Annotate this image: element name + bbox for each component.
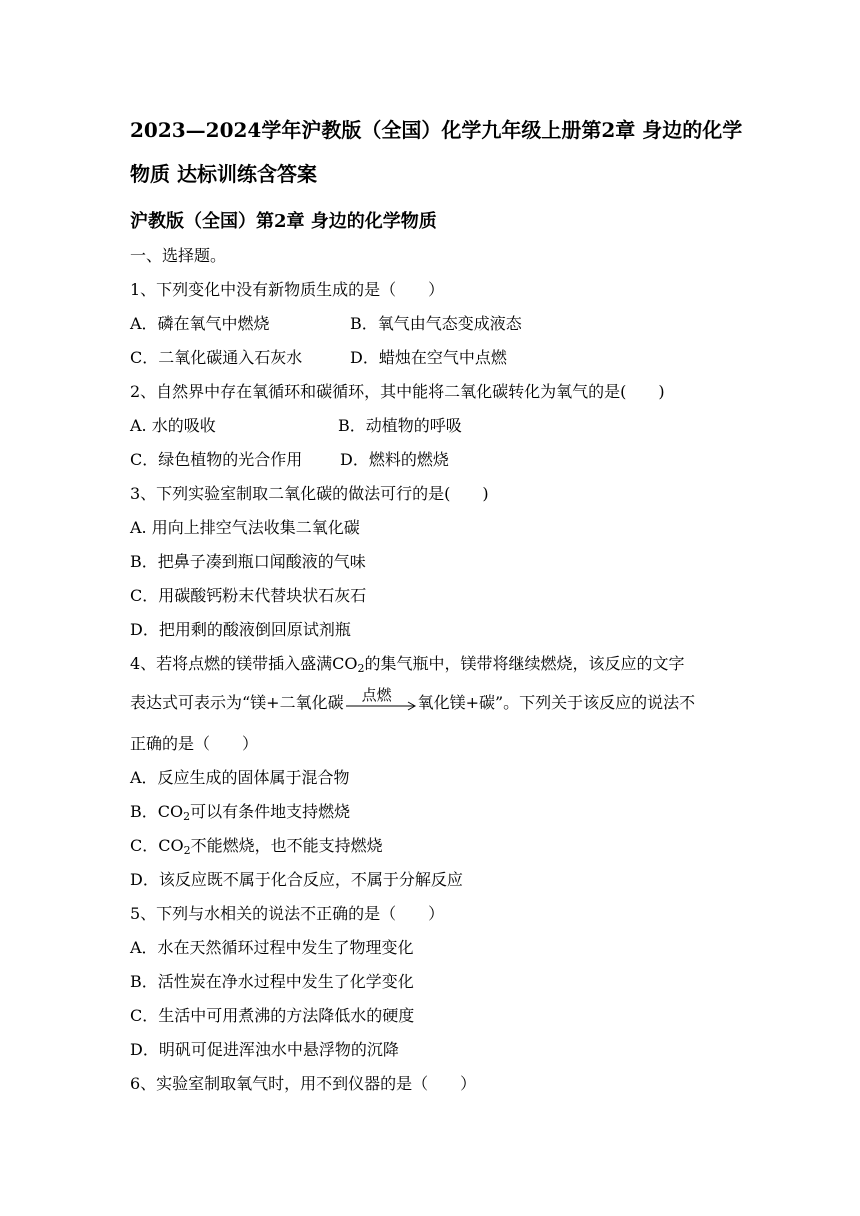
question-4-stem-line-1 bbox=[130, 654, 685, 675]
question-4-stem-text-b: 的集气瓶中，镁带将继续燃烧，该反应的文字 bbox=[364, 654, 685, 673]
question-3-option-b: B．把鼻子凑到瓶口闻酸液的气味 bbox=[130, 552, 366, 571]
reaction-condition: 点燃 bbox=[361, 686, 392, 704]
question-1-option-a: A．磷在氧气中燃烧 bbox=[130, 314, 270, 333]
question-4-option-b-text-a: B．CO bbox=[130, 802, 184, 821]
question-2-option-c: C．绿色植物的光合作用 bbox=[130, 450, 303, 469]
question-2-option-b: B．动植物的呼吸 bbox=[338, 416, 462, 435]
question-1-option-c: C．二氧化碳通入石灰水 bbox=[130, 348, 303, 367]
question-1-option-b: B．氧气由气态变成液态 bbox=[350, 314, 522, 333]
question-4-option-b-subscript: 2 bbox=[183, 810, 191, 823]
document-title-line-2: 物质 达标训练含答案 bbox=[130, 162, 317, 186]
question-4-option-d: D．该反应既不属于化合反应，不属于分解反应 bbox=[130, 870, 463, 889]
question-4-option-b bbox=[130, 802, 350, 823]
question-5-option-a: A．水在天然循环过程中发生了物理变化 bbox=[130, 938, 414, 957]
question-1-stem: 1、下列变化中没有新物质生成的是（ ） bbox=[130, 280, 445, 299]
question-2-stem: 2、自然界中存在氧循环和碳循环，其中能将二氧化碳转化为氧气的是( ) bbox=[130, 382, 665, 401]
question-2-option-d: D．燃料的燃烧 bbox=[340, 450, 449, 469]
question-5-option-c: C．生活中可用煮沸的方法降低水的硬度 bbox=[130, 1006, 415, 1025]
question-5-option-d: D．明矾可促进浑浊水中悬浮物的沉降 bbox=[130, 1040, 399, 1059]
reaction-arrow bbox=[344, 686, 418, 712]
question-6-stem: 6、实验室制取氧气时，用不到仪器的是（ ） bbox=[130, 1074, 477, 1093]
question-4-stem-line-2 bbox=[130, 686, 696, 712]
question-4-option-c-text-b: 不能燃烧，也不能支持燃烧 bbox=[190, 836, 383, 855]
document-title-line-1: 2023—2024学年沪教版（全国）化学九年级上册第2章 身边的化学 bbox=[130, 118, 743, 142]
section-title: 沪教版（全国）第2章 身边的化学物质 bbox=[130, 211, 437, 232]
question-5-stem: 5、下列与水相关的说法不正确的是（ ） bbox=[130, 904, 445, 923]
question-4-option-b-text-b: 可以有条件地支持燃烧 bbox=[190, 802, 351, 821]
question-4-option-c bbox=[130, 836, 383, 857]
part-heading: 一、选择题。 bbox=[130, 246, 227, 265]
question-4-stem-subscript: 2 bbox=[357, 662, 365, 675]
question-4-stem-text-a: 4、若将点燃的镁带插入盛满CO bbox=[130, 654, 358, 673]
question-4-equation-right: 氧化镁+碳”。下列关于该反应的说法不 bbox=[417, 693, 696, 712]
question-4-stem-line-3: 正确的是（ ） bbox=[130, 734, 259, 753]
question-4-option-a: A．反应生成的固体属于混合物 bbox=[130, 768, 350, 787]
question-2-option-a: A. 水的吸收 bbox=[130, 416, 216, 435]
question-3-option-c: C．用碳酸钙粉末代替块状石灰石 bbox=[130, 586, 367, 605]
question-4-option-c-subscript: 2 bbox=[183, 844, 191, 857]
question-4-option-c-text-a: C．CO bbox=[130, 836, 184, 855]
question-1-option-d: D．蜡烛在空气中点燃 bbox=[350, 348, 507, 367]
question-3-option-a: A. 用向上排空气法收集二氧化碳 bbox=[130, 518, 360, 537]
question-5-option-b: B．活性炭在净水过程中发生了化学变化 bbox=[130, 972, 414, 991]
question-3-option-d: D．把用剩的酸液倒回原试剂瓶 bbox=[130, 620, 351, 639]
question-4-equation-left: 表达式可表示为“镁+二氧化碳 bbox=[130, 693, 344, 712]
question-3-stem: 3、下列实验室制取二氧化碳的做法可行的是( ) bbox=[130, 484, 489, 503]
